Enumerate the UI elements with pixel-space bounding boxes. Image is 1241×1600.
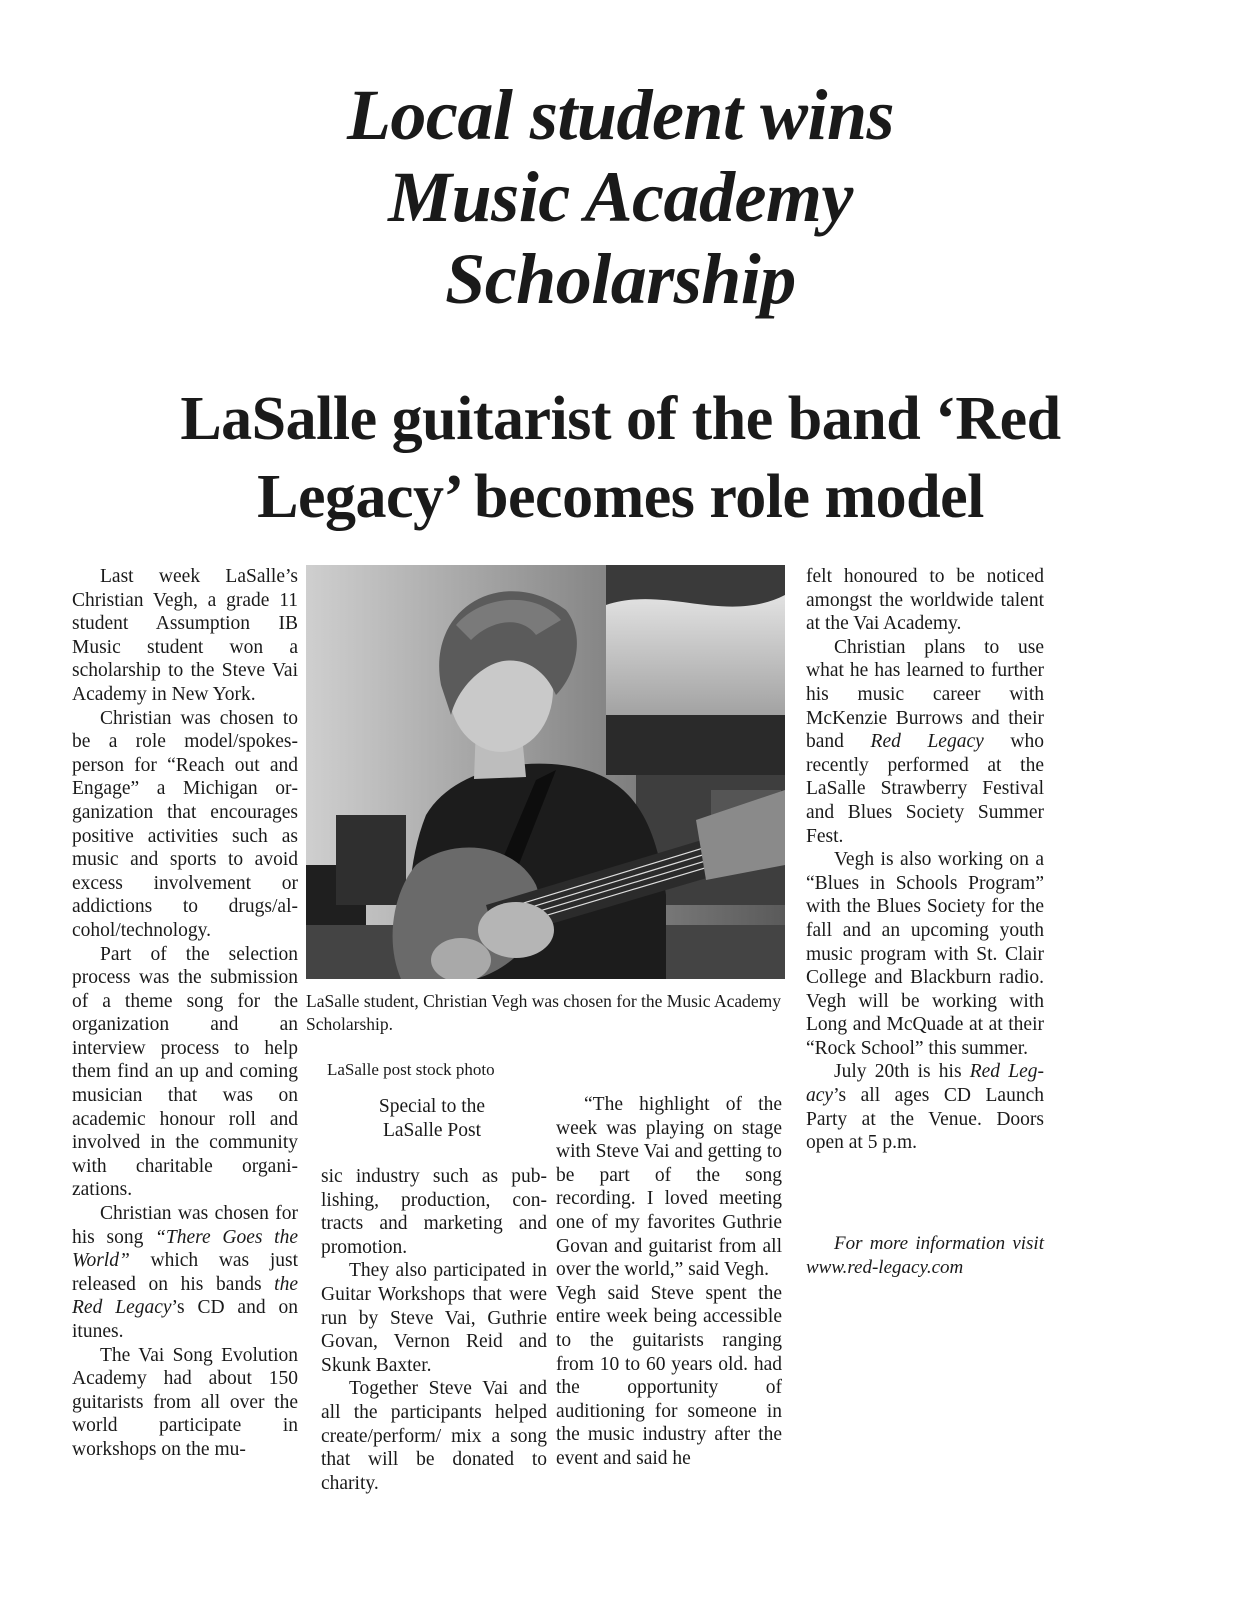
more-info [806,1232,1044,1279]
text-run: Christian was chosen for his song [72,1203,298,1248]
photo-illustration [306,565,785,979]
guitarist-photo [306,565,785,979]
byline-line-2: LaSalle Post [382,1120,482,1141]
text-run: who recently performed at the LaSalle Strawberry Festival and Blues Society Summer Fest. [806,731,1044,847]
paragraph: Christian was chosen to be a role model/spokesperson for “Reach out and Engage” a Michigan organization that encourages positive activities such as music and sports to avoid excess involvement or addictions to drugs/alcohol/technology. [72,707,298,941]
subheadline [60,380,1181,536]
paragraph: Vegh is also working on a “Blues in Schools Program” with the Blues Society for the fall and an upcoming youth music program with St. Clair College and Blackburn radio. Vegh will be working with Long and McQuade at at their “Rock School” this summer. [806,849,1044,1059]
photo-credit: LaSalle post stock photo [327,1060,495,1079]
headline-line-2: Music Academy [388,157,853,237]
paragraph: felt honoured to be noticed amongst the worldwide talent at the Vai Academy. [806,566,1044,635]
paragraph: They also participated in Guitar Workshops that were run by Steve Vai, Guthrie Govan, Vernon Reid and Skunk Baxter. [321,1260,547,1376]
photo-caption: LaSalle student, Christian Vegh was chosen for the Music Academy Scholarship. [306,991,781,1034]
byline-line-1: Special to the [378,1096,486,1117]
band-name: the Red Legacy [72,1273,298,1319]
text-run: ’s all ages CD Launch Party at the Venue. Doors open at 5 p.m. [806,1085,1044,1154]
headline-line-3: Scholarship [445,239,796,319]
article-column-1 [72,565,298,1462]
text-run: Christian plans to use what he has learned to further his music career with McKenzie Burrows and their band [806,636,1044,753]
more-info-text: For more information visit www.red-legacy.com [806,1233,1044,1278]
paragraph: Part of the selection process was the submission of a theme song for the organization and an interview process to help them find an up and coming musician that was on academic honour roll and involved in the community with charitable organizations. [72,943,298,1201]
paragraph: Vegh said Steve spent the entire week being accessible to the guitarists ranging from 10 to 60 years old. had the opportunity of auditioning for someone in the music industry after the event and said he [556,1282,782,1469]
article-column-4 [556,1093,782,1471]
article-column-3 [321,1165,547,1495]
subheadline-line-1: LaSalle guitarist of the band ‘Red [180,385,1061,453]
paragraph: The Vai Song Evolution Academy had about 150 guitarists from all over the world participate in workshops on the mu- [72,1344,298,1460]
text-run: July 20th is his [834,1061,970,1083]
headline [0,74,1241,320]
paragraph: Together Steve Vai and all the participants helped create/perform/ mix a song that will be donated to charity. [321,1378,547,1494]
paragraph: sic industry such as publishing, production, contracts and marketing and promotion. [321,1166,547,1258]
paragraph: Last week LaSalle’s Christian Vegh, a grade 11 student Assumption IB Music student won a scholarship to the Steve Vai Academy in New York. [72,566,298,705]
paragraph [72,1202,298,1344]
article-column-5 [806,565,1044,1155]
subheadline-line-2: Legacy’ becomes role model [257,463,984,531]
band-name: Red Legacy [806,1061,1044,1107]
paragraph [806,636,1044,848]
song-title: “There Goes the World” [72,1226,298,1272]
byline [321,1095,543,1143]
paragraph: “The highlight of the week was playing on stage with Steve Vai and getting to be part of the song recording. I loved meeting one of my favorites Guthrie Govan and guitarist from all over the world,” said Vegh. [556,1094,782,1281]
paragraph [806,1060,1044,1154]
headline-line-1: Local student wins [346,75,895,155]
text-run: which was just released on his bands [72,1250,298,1295]
band-name: Red Legacy [870,731,984,753]
text-run: ’s CD and on itunes. [72,1297,298,1342]
